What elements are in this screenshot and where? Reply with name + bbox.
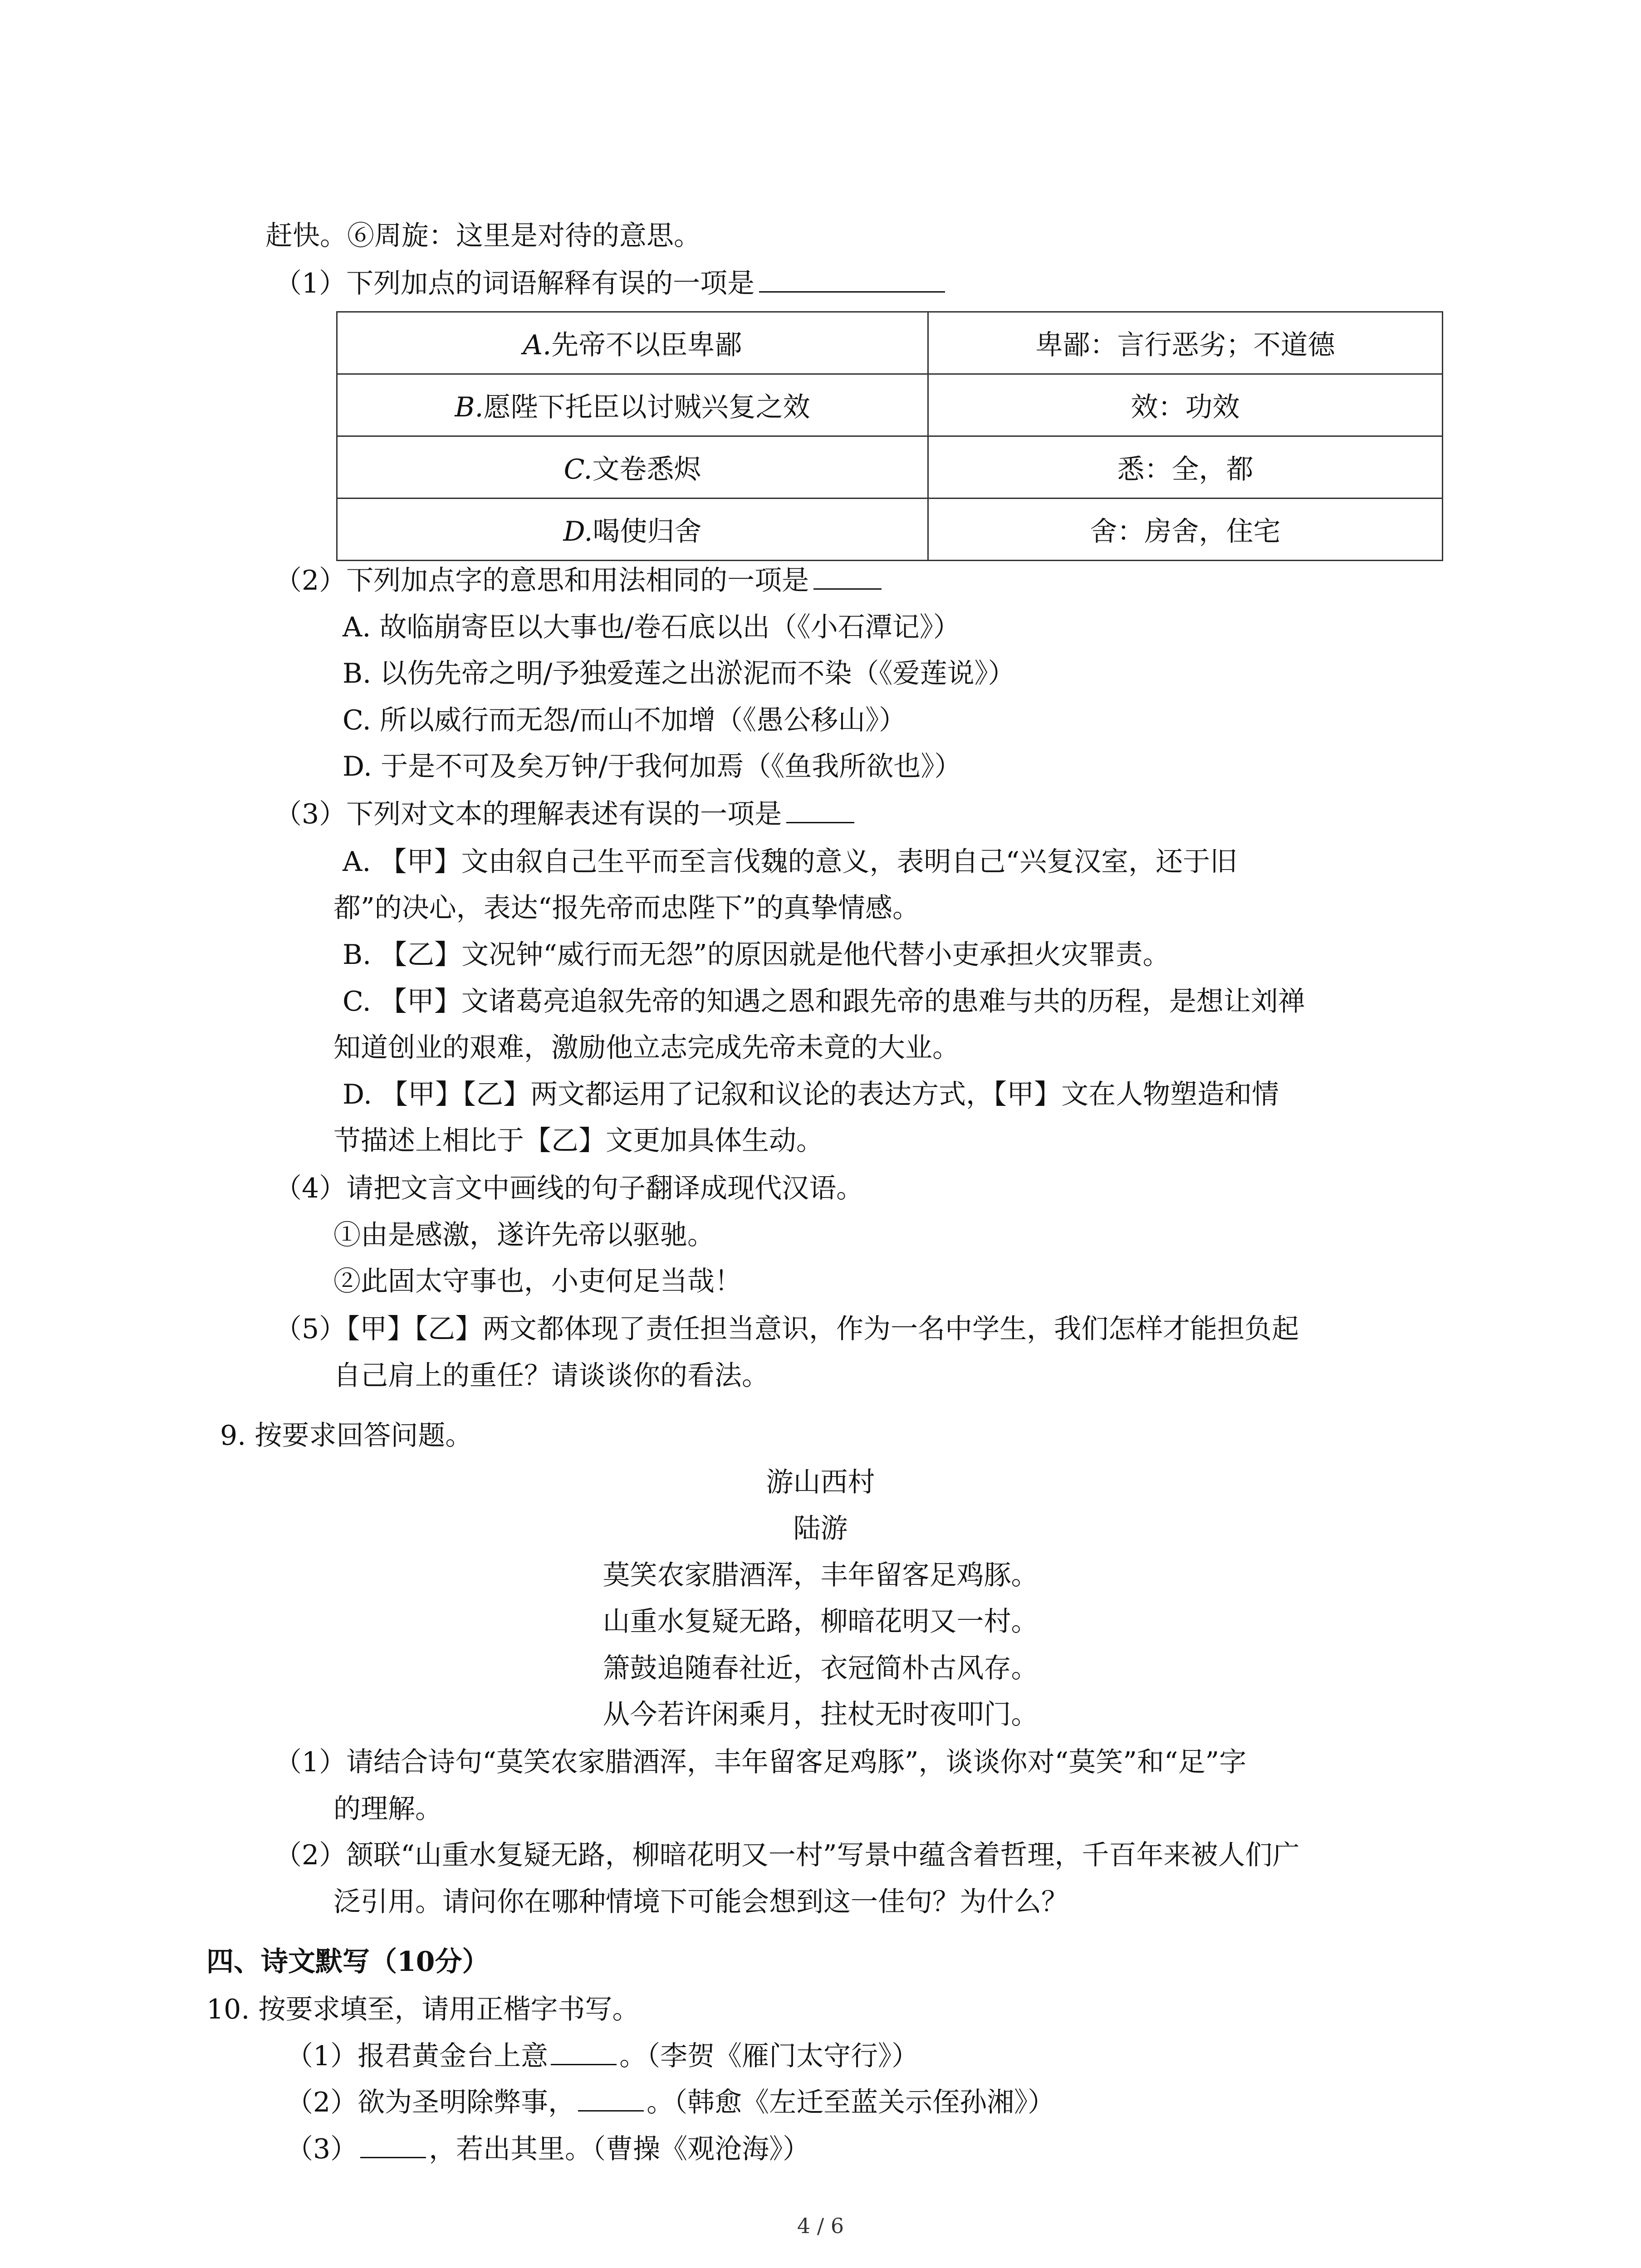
q1-stem-text: （1）下列加点的词语解释有误的一项是 [274,268,755,299]
q3-option-d-line2: 节描述上相比于【乙】文更加具体生动。 [333,1125,823,1157]
q2-option-c: C. 所以威行而无怨/而山不加增（《愚公移山》） [343,704,906,736]
vocab-table [336,311,1443,561]
q10-item-3-post: ，若出其里。（曹操《观沧海》） [429,2133,810,2165]
poem-line: 莫笑农家腊酒浑，丰年留客足鸡豚。 [603,1559,1038,1591]
q2-option-a: A. 故临崩寄臣以大事也/卷石底以出（《小石潭记》） [343,611,960,643]
option-letter: A. [523,329,552,361]
poem-line: 箫鼓追随春社近，衣冠简朴古风存。 [603,1652,1038,1684]
note-tail: 赶快。⑥周旋：这里是对待的意思。 [265,220,701,252]
option-phrase: 先帝不以臣卑鄙 [551,329,742,361]
q4-item-2: ②此固太守事也，小吏何足当哉！ [333,1266,742,1297]
q3-option-c-line2: 知道创业的艰难，激励他立志完成先帝未竟的大业。 [333,1032,960,1064]
table-cell-explanation: 舍：房舍，住宅 [928,499,1443,561]
q9-stem: 9. 按要求回答问题。 [220,1420,473,1452]
poem-title: 游山西村 [766,1466,875,1498]
table-row [337,312,1443,374]
poem-line: 山重水复疑无路，柳暗花明又一村。 [603,1606,1038,1637]
table-cell-option [337,499,928,561]
option-phrase: 文卷悉烬 [592,454,701,485]
q3-option-d-line1: D. 【甲】【乙】两文都运用了记叙和议论的表达方式，【甲】文在人物塑造和情 [343,1079,1279,1110]
q10-item-3-pre: （3） [286,2133,358,2165]
option-letter: C. [563,454,593,485]
fill-blank[interactable] [360,2131,426,2158]
option-letter: D. [563,516,593,547]
fill-blank[interactable] [551,2038,617,2065]
q2-stem-text: （2）下列加点字的意思和用法相同的一项是 [274,565,809,596]
table-row [337,374,1443,436]
table-cell-option [337,374,928,436]
q2-option-b: B. 以伤先帝之明/予独爱莲之出淤泥而不染（《爱莲说》） [343,658,1015,689]
option-phrase: 愿陛下托臣以讨贼兴复之效 [483,391,810,423]
q4-stem: （4）请把文言文中画线的句子翻译成现代汉语。 [274,1173,864,1204]
q3-answer-blank[interactable] [786,797,854,823]
fill-blank[interactable] [578,2085,644,2112]
q4-item-1: ①由是感激，遂许先帝以驱驰。 [333,1219,715,1251]
q10-item-1 [286,2038,919,2074]
q3-option-c-line1: C. 【甲】文诸葛亮追叙先帝的知遇之恩和跟先帝的患难与共的历程，是想让刘禅 [343,986,1305,1017]
q5-line1: （5）【甲】【乙】两文都体现了责任担当意识，作为一名中学生，我们怎样才能担负起 [274,1313,1299,1345]
q3-option-a-line2: 都”的决心，表达“报先帝而忠陛下”的真挚情感。 [333,892,920,924]
option-phrase: 喝使归舍 [593,516,702,547]
table-row [337,499,1443,561]
page-number: 4 / 6 [797,2214,844,2238]
q10-item-1-post: 。（李贺《雁门太守行》） [619,2040,919,2072]
q10-item-1-pre: （1）报君黄金台上意 [286,2040,549,2072]
q2-stem [274,562,882,599]
q9-sub1-line2: 的理解。 [333,1793,442,1825]
option-letter: B. [455,391,484,423]
table-cell-explanation: 悉：全，都 [928,436,1443,499]
q1-stem [274,265,945,302]
poem-line: 从今若许闲乘月，拄杖无时夜叩门。 [603,1699,1038,1730]
table-cell-explanation: 效：功效 [928,374,1443,436]
q10-item-2-pre: （2）欲为圣明除弊事， [286,2087,576,2118]
q3-stem [274,796,854,832]
section-heading: 四、诗文默写（10分） [206,1946,490,1978]
q1-answer-blank[interactable] [759,266,945,293]
poem-author: 陆游 [793,1513,848,1545]
q3-stem-text: （3）下列对文本的理解表述有误的一项是 [274,798,782,830]
table-cell-explanation: 卑鄙：言行恶劣；不道德 [928,312,1443,374]
q10-item-3 [286,2131,810,2167]
table-row [337,436,1443,499]
q9-sub1-line1: （1）请结合诗句“莫笑农家腊酒浑，丰年留客足鸡豚”，谈谈你对“莫笑”和“足”字 [274,1746,1247,1778]
q9-sub2-line2: 泛引用。请问你在哪种情境下可能会想到这一佳句？为什么？ [333,1886,1068,1918]
q2-answer-blank[interactable] [813,563,882,590]
q3-option-b: B. 【乙】文况钟“威行而无怨”的原因就是他代替小吏承担火灾罪责。 [343,939,1170,971]
q10-item-2 [286,2084,1055,2121]
q5-line2: 自己肩上的重任？请谈谈你的看法。 [333,1360,769,1392]
table-cell-option [337,312,928,374]
q9-sub2-line1: （2）颔联“山重水复疑无路，柳暗花明又一村”写景中蕴含着哲理，千百年来被人们广 [274,1839,1300,1871]
q10-stem: 10. 按要求填至，请用正楷字书写。 [206,1994,640,2025]
table-cell-option [337,436,928,499]
q3-option-a-line1: A. 【甲】文由叙自己生平而至言伐魏的意义，表明自己“兴复汉室，还于旧 [343,846,1238,878]
q2-option-d: D. 于是不可及矣万钟/于我何加焉（《鱼我所欲也》） [343,751,962,782]
q10-item-2-post: 。（韩愈《左迁至蓝关示侄孙湘》） [647,2087,1055,2118]
